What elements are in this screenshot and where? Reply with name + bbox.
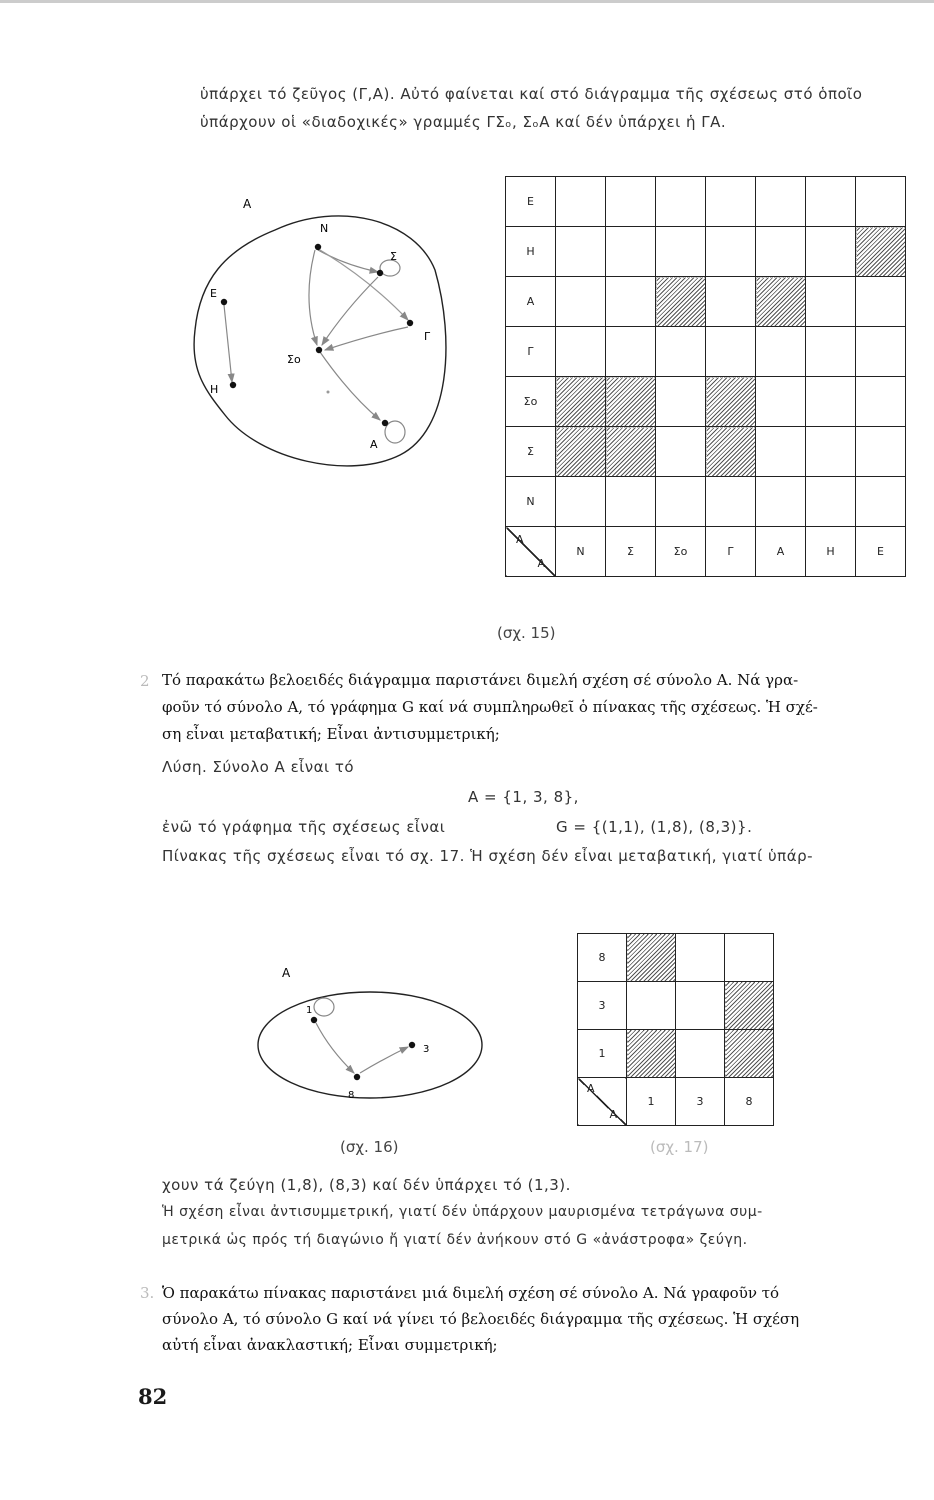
row-label: Ν: [506, 477, 556, 527]
exercise-3-number: 3.: [140, 1284, 155, 1302]
filled-cell: [556, 427, 606, 477]
corner-top-label: Α: [516, 533, 524, 546]
row-label: 1: [578, 1030, 627, 1078]
matrix-row: [506, 177, 906, 227]
exercise-2-line-3: ση εἶναι μεταβατική; Εἶναι ἀντισυμμετρική;: [162, 725, 500, 743]
exercise-3-line-1: Ὁ παρακάτω πίνακας παριστάνει μιά διμελή σχέση σέ σύνολο Α. Νά γραφοῦν τό: [162, 1284, 780, 1302]
edge-N-So: [309, 250, 317, 345]
col-label: Γ: [706, 527, 756, 577]
node-label-3: 3: [423, 1044, 430, 1055]
page-number: 82: [138, 1384, 168, 1409]
matrix-row: [578, 1030, 774, 1078]
set-definition: Α = {1, 3, 8},: [468, 788, 579, 806]
matrix-row: [506, 377, 906, 427]
edge-So-A: [320, 352, 380, 420]
col-label: 1: [627, 1078, 676, 1126]
filled-cell: [627, 1030, 676, 1078]
set-label: Α: [243, 197, 252, 211]
loop-A: [385, 421, 405, 443]
node-label-8: 8: [348, 1090, 355, 1101]
filled-cell: [756, 277, 806, 327]
node-label-So: Σο: [287, 353, 301, 366]
fig15-caption: (σχ. 15): [497, 624, 556, 642]
col-label: Η: [806, 527, 856, 577]
fig15-arrow-diagram: [180, 180, 460, 480]
fig16-arrow-diagram: [250, 955, 490, 1105]
row-label: Α: [506, 277, 556, 327]
corner-bottom-label: Α: [609, 1108, 617, 1121]
matrix-row: [506, 277, 906, 327]
matrix-row: [578, 934, 774, 982]
after-line-3: μετρικά ὡς πρός τή διαγώνιο ἤ γιατί δέν ἀνήκουν στό G «ἀνάστροφα» ζεύγη.: [162, 1232, 748, 1248]
filled-cell: [725, 1030, 774, 1078]
page-top-edge: [0, 0, 934, 3]
graph-definition: G = {(1,1), (1,8), (8,3)}.: [556, 818, 753, 836]
node-label-G: Γ: [424, 330, 431, 343]
col-label: Ν: [556, 527, 606, 577]
exercise-2-number: 2: [140, 672, 150, 690]
set-boundary: [194, 216, 446, 466]
filled-cell: [606, 377, 656, 427]
edge-G-So: [325, 327, 408, 350]
filled-cell: [725, 982, 774, 1030]
fig17-caption: (σχ. 17): [650, 1138, 709, 1156]
exercise-3-line-3: αὐτή εἶναι ἀνακλαστική; Εἶναι συμμετρική;: [162, 1336, 498, 1354]
node-label-A: Α: [370, 438, 378, 451]
row-label: Η: [506, 227, 556, 277]
matrix-row: [506, 227, 906, 277]
row-label: Σο: [506, 377, 556, 427]
col-label: Α: [756, 527, 806, 577]
filled-cell: [706, 427, 756, 477]
matrix-header-row: [578, 1078, 774, 1126]
after-line-2: Ἡ σχέση εἶναι ἀντισυμμετρική, γιατί δέν ὑπάρχουν μαυρισμένα τετράγωνα συμ-: [162, 1204, 763, 1220]
loop-1: [314, 998, 334, 1016]
row-label: 3: [578, 982, 627, 1030]
col-label: Σ: [606, 527, 656, 577]
edge-S-So: [322, 277, 378, 345]
exercise-3-line-2: σύνολο Α, τό σύνολο G καί νά γίνει τό βελοειδές διάγραμμα τῆς σχέσεως. Ἡ σχέση: [162, 1310, 800, 1328]
intro-line-2: ὑπάρχουν οἱ «διαδοχικές» γραμμές ΓΣₒ, ΣₒΑ καί δέν ὑπάρχει ἡ ΓΑ.: [200, 113, 727, 131]
fig15-relation-matrix: [505, 176, 906, 577]
fig17-relation-matrix: [577, 933, 774, 1126]
solution-line-1-text: Σύνολο Α εἶναι τό: [212, 758, 355, 776]
row-label: 8: [578, 934, 627, 982]
filled-cell: [706, 377, 756, 427]
row-label: Ε: [506, 177, 556, 227]
filled-cell: [627, 934, 676, 982]
col-label: 3: [676, 1078, 725, 1126]
filled-cell: [856, 227, 906, 277]
filled-cell: [556, 377, 606, 427]
filled-cell: [606, 427, 656, 477]
edge-1-8: [316, 1023, 354, 1073]
col-label: 8: [725, 1078, 774, 1126]
fig16-caption: (σχ. 16): [340, 1138, 399, 1156]
set-boundary: [258, 992, 482, 1098]
solution-line-1: [162, 758, 354, 776]
edge-E-H: [224, 305, 232, 382]
matrix-row: [506, 427, 906, 477]
node-label-S: Σ: [390, 250, 397, 263]
col-label: Ε: [856, 527, 906, 577]
corner-bottom-label: Α: [537, 557, 545, 570]
node-label-1: 1: [306, 1005, 313, 1016]
solution-label: Λύση.: [162, 758, 208, 776]
node-label-H: Η: [210, 383, 219, 396]
solution-line-4: Πίνακας τῆς σχέσεως εἶναι τό σχ. 17. Ἡ σχέση δέν εἶναι μεταβατική, γιατί ὑπάρ-: [162, 847, 814, 865]
corner-cell: [506, 527, 556, 577]
corner-cell: [578, 1078, 627, 1126]
after-line-1: χουν τά ζεύγη (1,8), (8,3) καί δέν ὑπάρχει τό (1,3).: [162, 1176, 571, 1194]
set-label: Α: [282, 966, 291, 980]
exercise-2-line-1: Τό παρακάτω βελοειδές διάγραμμα παριστάνει διμελή σχέση σέ σύνολο Α. Νά γρα-: [162, 671, 799, 689]
filled-cell: [656, 277, 706, 327]
matrix-row: [506, 477, 906, 527]
corner-top-label: Α: [587, 1082, 595, 1095]
node-label-N: Ν: [320, 222, 329, 235]
exercise-2-line-2: φοῦν τό σύνολο Α, τό γράφημα G καί νά συμπληρωθεῖ ὁ πίνακας τῆς σχέσεως. Ἡ σχέ-: [162, 698, 818, 716]
node-label-E: Ε: [210, 287, 217, 300]
edge-8-3: [360, 1047, 408, 1073]
matrix-row: [578, 982, 774, 1030]
col-label: Σο: [656, 527, 706, 577]
intro-line-1: ὑπάρχει τό ζεῦγος (Γ,Α). Αὐτό φαίνεται καί στό διάγραμμα τῆς σχέσεως στό ὁποῖο: [200, 85, 863, 103]
graph-intro: ἐνῶ τό γράφημα τῆς σχέσεως εἶναι: [162, 818, 446, 836]
matrix-header-row: [506, 527, 906, 577]
matrix-row: [506, 327, 906, 377]
row-label: Σ: [506, 427, 556, 477]
row-label: Γ: [506, 327, 556, 377]
